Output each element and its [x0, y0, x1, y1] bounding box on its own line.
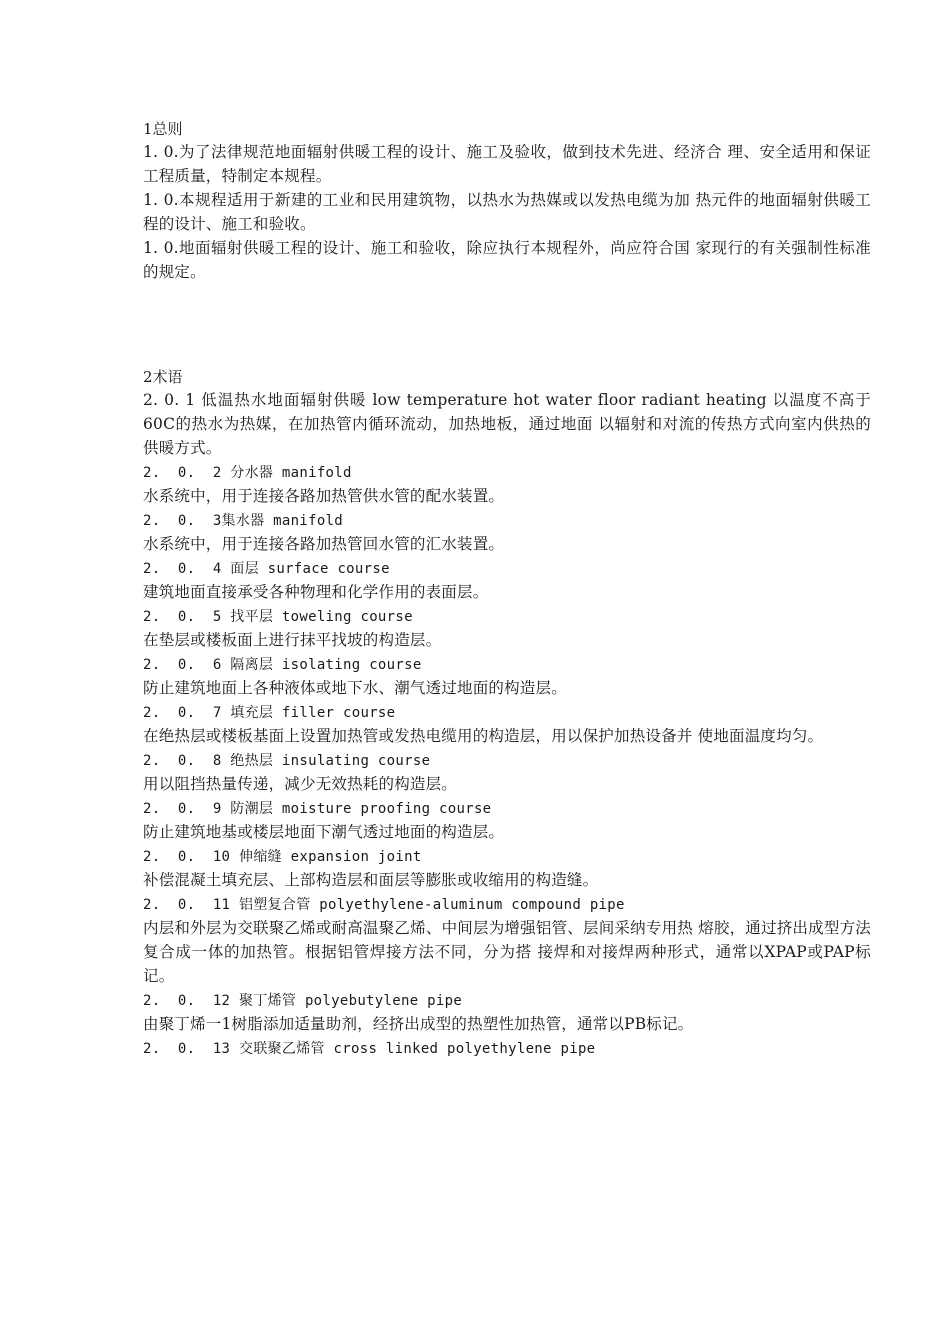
- term-heading: 2. 0. 4 面层 surface course: [143, 561, 390, 577]
- paragraph: 1. 0.本规程适用于新建的工业和民用建筑物，以热水为热媒或以发热电缆为加 热元件的地面辐射供暖工程的设计、施工和验收。: [143, 191, 871, 233]
- term-definition: 由聚丁烯一1树脂添加适量助剂，经挤出成型的热塑性加热管，通常以PB标记。: [143, 1015, 694, 1033]
- term-definition: 在垫层或楼板面上进行抹平找坡的构造层。: [143, 631, 442, 649]
- term-definition: 水系统中，用于连接各路加热管供水管的配水装置。: [143, 487, 505, 505]
- term-definition: 水系统中，用于连接各路加热管回水管的汇水装置。: [143, 535, 505, 553]
- term-entry: 2. 0. 1 低温热水地面辐射供暖 low temperature hot water floor radiant heating 以温度不高于60C的热水为热媒，在加热管内循环流动，加热地板，通过地面 以辐射和对流的传热方式向室内供热的供暖方式。: [143, 391, 871, 457]
- section-heading: 2术语: [143, 368, 183, 386]
- term-definition: 用以阻挡热量传递，减少无效热耗的构造层。: [143, 775, 458, 793]
- term-definition: 在绝热层或楼板基面上设置加热管或发热电缆用的构造层，用以保护加热设备并 使地面温度均匀。: [143, 727, 824, 745]
- term-definition: 防止建筑地基或楼层地面下潮气透过地面的构造层。: [143, 823, 505, 841]
- term-heading: 2. 0. 12 聚丁烯管 polyebutylene pipe: [143, 993, 463, 1009]
- term-heading: 2. 0. 9 防潮层 moisture proofing course: [143, 801, 492, 817]
- term-heading: 2. 0. 10 伸缩缝 expansion joint: [143, 849, 422, 865]
- term-definition: 建筑地面直接承受各种物理和化学作用的表面层。: [143, 583, 489, 601]
- term-heading: 2. 0. 2 分水器 manifold: [143, 465, 352, 481]
- section-heading: 1总则: [143, 120, 183, 138]
- term-definition: 内层和外层为交联聚乙烯或耐高温聚乙烯、中间层为增强铝管、层间采纳专用热 熔胶，通过挤出成型方法复合成一体的加热管。根据铝管焊接方法不同，分为搭 接焊和对接焊两种形式，通常以XPAP或PAP标记。: [143, 919, 871, 985]
- term-heading: 2. 0. 7 填充层 filler course: [143, 705, 396, 721]
- term-heading: 2. 0. 11 铝塑复合管 polyethylene-aluminum compound pipe: [143, 897, 625, 913]
- term-heading: 2. 0. 13 交联聚乙烯管 cross linked polyethylene pipe: [143, 1041, 596, 1057]
- term-heading: 2. 0. 5 找平层 toweling course: [143, 609, 413, 625]
- term-heading: 2. 0. 3集水器 manifold: [143, 513, 344, 529]
- paragraph: 1. 0.地面辐射供暖工程的设计、施工和验收，除应执行本规程外，尚应符合国 家现行的有关强制性标准的规定。: [143, 239, 871, 281]
- paragraph: 1. 0.为了法律规范地面辐射供暖工程的设计、施工及验收，做到技术先进、经济合 理、安全适用和保证工程质量，特制定本规程。: [143, 143, 871, 185]
- term-heading: 2. 0. 8 绝热层 insulating course: [143, 753, 431, 769]
- section-general-provisions: [143, 118, 871, 284]
- term-definition: 补偿混凝土填充层、上部构造层和面层等膨胀或收缩用的构造缝。: [143, 871, 599, 889]
- term-definition: 防止建筑地面上各种液体或地下水、潮气透过地面的构造层。: [143, 679, 567, 697]
- term-heading: 2. 0. 6 隔离层 isolating course: [143, 657, 422, 673]
- section-terms: [143, 366, 871, 1060]
